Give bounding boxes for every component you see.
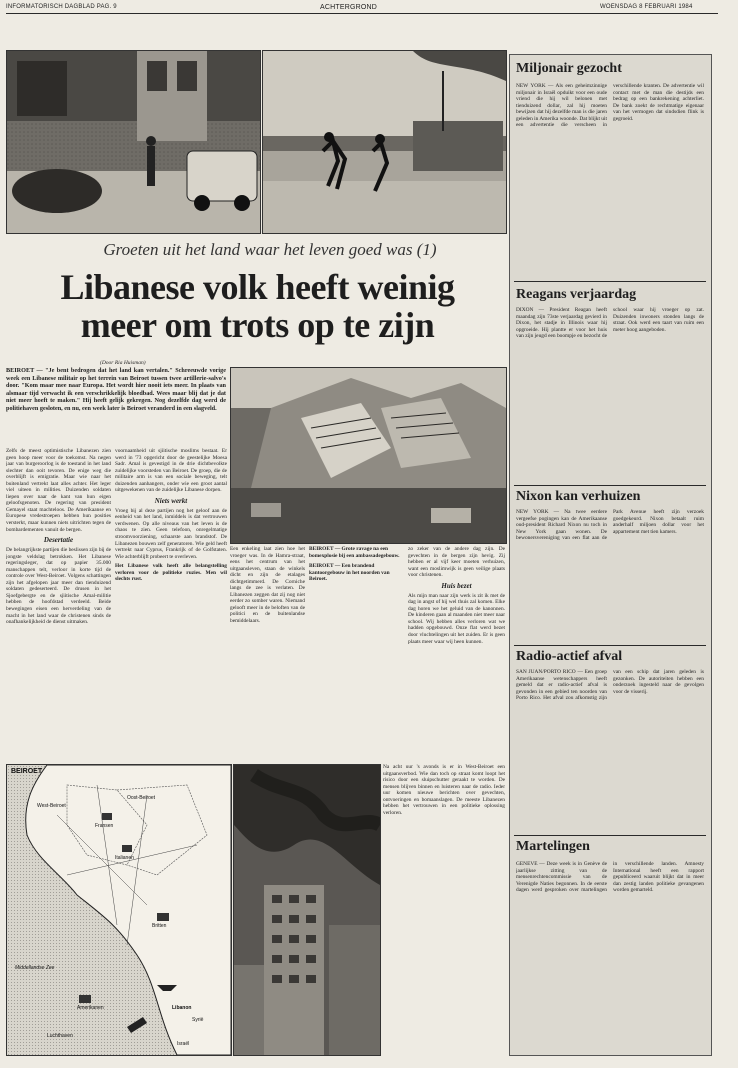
article-lead: BEIROET — "Je bent bedrogen dat het land kan vertalen." Schreeuwde vorige week een Libanese militair op het terrein van Beiroet tussen twee artillerie-salvo's door. "Kom maar mee naar Europa. Het wordt hier nooit iets meer. In plaats van alsmaar tijd verwacht ik een verschrikkelijk bloedbad. Wees maar blij dat je dat niet meer hoeft te maken." Hij heeft gelijk gekregen. Nog dezelfde dag werd de politiehaven gesloten, en nu, een week later is Beiroet veranderd in een slagveld.	[6, 367, 226, 412]
article-kicker: Groeten uit het land waar het leven goed was (1)	[103, 240, 437, 259]
headline-line1: Libanese volk heeft weinig	[60, 267, 455, 307]
sidebar-title-radio: Radio-actief afval	[516, 649, 623, 664]
map-label-west: West-Beiroet	[37, 803, 66, 809]
sidebar-text-nixon: NEW YORK — Na twee eerdere vergeefse pogingen kan de Amerikaanse oud-president Richard Nixon nu toch in New York gaan wonen. De bewonersvereniging van een flat aan de Park Avenue heeft zijn verzoek goedgekeurd. Nixon betaalt ruim anderhalf miljoen dollar voor het appartement met tien kamers.	[516, 509, 704, 542]
photo-running-people	[262, 50, 507, 234]
sidebar-title-martelingen: Martelingen	[516, 839, 590, 854]
article-column-2-text-b: Vroeg bij al deze partijen nog het geloof aan de eenheid van het land, inmiddels is dat vertrouwen verdwenen. Op alle niveaus van het leven is de chaos te zien. Geen telefoon, onregelmatige stroomvoorziening, schaarste aan brandstof. De Libanezen bouwen zelf generatoren. Wie geld heeft vertrekt naar Cyprus, Frankrijk of de Golfstaten. Wie achterblijft probeert te overleven.	[115, 507, 227, 560]
article-column-5	[408, 546, 505, 760]
sidebar-title-reagan: Reagans verjaardag	[516, 287, 637, 302]
sidebar-divider-1	[514, 281, 706, 282]
map-label-sea: Middellandse Zee	[15, 965, 55, 971]
photo-burning-building	[233, 764, 381, 1056]
map-label-east: Oost-Beiroet	[127, 795, 156, 801]
map-label-americans: Amerikanen	[77, 1005, 104, 1011]
article-column-3-text: Een enkeling laat zien hoe het vroeger was. In de Hamra-straat, eens het centrum van het uitgaansleven, staan de winkels dicht en zijn de etalages dichtgetimmerd. De Corniche langs de zee is verlaten. De Libanezen zeggen dat zij nog niet eerder zo somber waren. Niemand gelooft meer in de beloften van de politici en de buitenlandse bemiddelaars.	[230, 546, 305, 625]
page-header-left: INFORMATORISCH DAGBLAD PAG. 9	[6, 4, 117, 10]
sidebar-divider-2	[514, 485, 706, 486]
sidebar-divider-4	[514, 835, 706, 836]
map-label-lebanon: Libanon	[172, 1005, 192, 1011]
page-header-center: ACHTERGROND	[320, 4, 378, 11]
sidebar-text-martelingen: GENEVE — Deze week is in Genève de jaarlijkse zitting van de mensenrechtencommissie van de Verenigde Naties begonnen. In de eerste dagen werd gesproken over martelingen in verschillende landen. Amnesty International heeft een rapport gepubliceerd waaruit blijkt dat in meer dan zestig landen politieke gevangenen worden gemarteld.	[516, 861, 704, 894]
headline-line2: meer om trots op te zijn	[80, 305, 435, 345]
photo-caption-2: BEIROET — Een brandend kantoorgebouw in het noorden van Beiroet.	[309, 563, 390, 583]
article-column-1-text: Zelfs de meest optimistische Libanezen zien geen hoop meer voor de toekomst. Na negen jaar van burgeroorlog is de toestand in het land slechter dan ooit tevoren. De enige weg die overblijft is emigratie. Maar wie naar het buitenland vertrekt laat alles achter. Het leger viel uiteen in milities. Duizenden soldaten liepen over naar de kant van hun eigen geloofsgenoten. De regering van president Gemayel staat machteloos. De Amerikaanse en Europese vredestroepen hebben hun posities versterkt, maar kunnen niets uitrichten tegen de bombardementen vanuit de bergen.	[6, 448, 111, 533]
map-label-israel: Israël	[177, 1041, 190, 1047]
article-column-2-text-c: Het Libanese volk heeft alle belangstelling verloren voor de politieke ruzies. Men wil slechts rust.	[115, 563, 227, 583]
header-rule	[6, 13, 718, 14]
subhead-desertatie: Desertatie	[43, 536, 74, 545]
beirut-map	[6, 764, 232, 1056]
sidebar-text-radio: SAN JUAN/PORTO RICO — Een groep Amerikaanse wetenschappers heeft gemeld dat er radio-actief afval is gevonden in een gebied ten noorden van Porto Rico. Het afval zou afkomstig zijn van een schip dat jaren geleden is gezonken. De autoriteiten hebben een onderzoek ingesteld naar de gevolgen voor de visserij.	[516, 669, 704, 702]
map-label-italians: Italianen	[115, 855, 134, 861]
article-column-2	[115, 448, 227, 760]
article-column-5-text: zo zeker van de andere dag zijn. De gevechten in de bergen zijn hevig. Zij hebben er al vijf keer moeten verhuizen, want een moslimwijk is geen veilige plaats voor christenen.	[408, 546, 505, 579]
subhead-niets-werkt: Niets werkt	[154, 496, 188, 505]
sidebar-divider-3	[514, 645, 706, 646]
map-label-british: Britten	[152, 923, 167, 929]
article-column-5-text-b: Als mijn man naar zijn werk is zit ik met de dag in angst of hij wel thuis zal komen. Elke dag horen we het geluid van de kanonnen. De kinderen gaan al maanden niet meer naar school. Wij hebben alles verloren wat we hadden opgebouwd. Onze flat werd bezet door vluchtelingen uit het zuiden. Er is geen plaats meer waar wij heen kunnen.	[408, 592, 505, 645]
article-column-6-text: Na acht uur 's avonds is er in West-Beiroet een uitgaansverbod. Wie dan toch op straat komt loopt het risico door een sluipschutter geraakt te worden. De mensen blijven binnen en luisteren naar de radio. Ieder uur komen nieuwe berichten over gevechten, ontvoeringen en bomaanslagen. De meeste Libanezen hebben het vertrouwen in een politieke oplossing verloren.	[383, 764, 505, 816]
article-column-3	[230, 546, 305, 760]
map-label-airport: Luchthaven	[47, 1033, 73, 1039]
byline: (Door Ria Huisman)	[100, 360, 146, 366]
article-column-1	[6, 448, 111, 760]
map-title: BEIROET	[11, 768, 43, 775]
article-column-2-text: voornaamheid uit sjiitische moslims bestaat. Er werd in '73 opgericht door de geestelijke Moesa Sadr. Amal is gevestigd in de drie dichtbevolkte zuidelijke voorsteden van Beiroet. De groep, die de militaire arm is van een sociale beweging, telt duizenden aanhangers, onder wie een groot aantal uitgewekenen van de zuidelijke Libanese dorpen.	[115, 448, 227, 494]
article-column-6	[383, 764, 505, 1054]
photo-street-children	[6, 50, 261, 234]
map-label-french: Fransen	[95, 823, 114, 829]
sidebar-text-miljonair: NEW YORK — Als een geheimzinnige miljonair in Israël opduikt voor een oude vriend die hij wil belonen met tienduizend dollar, zal hij moeten bewijzen dat hij dezelfde man is die jaren geleden in Amerika woonde. Dat blijkt uit een advertentie die verscheen in verschillende kranten. De advertentie wil contact met de man die destijds een bedrag op een bankrekening achterliet. De bank zoekt de rechtmatige eigenaar van het vermogen dat sindsdien flink is gegroeid.	[516, 83, 704, 129]
page-header-right: WOENSDAG 8 FEBRUARI 1984	[600, 4, 693, 10]
news-sidebar	[509, 54, 712, 1056]
sidebar-text-reagan: DIXON — President Reagan heeft maandag zijn 73ste verjaardag gevierd in Dixon, het stadje in Illinois waar hij opgroeide. Hij plantte er voor het huis van zijn jeugd een boompje en bezocht de school waar hij vroeger op zat. Duizenden inwoners stonden langs de straat. Ook werd een taart van ruim een meter hoog aangeboden.	[516, 307, 704, 340]
photo-caption-1: BEIROET — Grote ravage na een bomexplosie bij een ambassadegebouw.	[309, 546, 400, 559]
article-column-1-text-b: De belangrijkste partijen die beslissen zijn bij de jongste veldslag betrokken. Het Libanese regeringsleger, dat op papier 35.000 manschappen telt, verloor in korte tijd de controle over West-Beiroet. Volgens schattingen zijn het afgelopen jaar meer dan tienduizend soldaten gedeserteerd. De drusen in het Sjoefgebergte en de sjiitische Amal-militie hebben de hoofdstad verdeeld. Beide bewegingen eisen een herverdeling van de macht in het land waar de christenen sinds de onafhankelijkheid de dienst uitmaken.	[6, 547, 111, 626]
subhead-huis-bezet: Huis bezet	[441, 581, 472, 590]
article-column-4	[309, 546, 404, 760]
map-label-syria: Syrië	[192, 1017, 204, 1023]
photo-destroyed-building	[230, 367, 507, 544]
sidebar-title-nixon: Nixon kan verhuizen	[516, 489, 641, 504]
sidebar-title-miljonair: Miljonair gezocht	[516, 61, 622, 76]
